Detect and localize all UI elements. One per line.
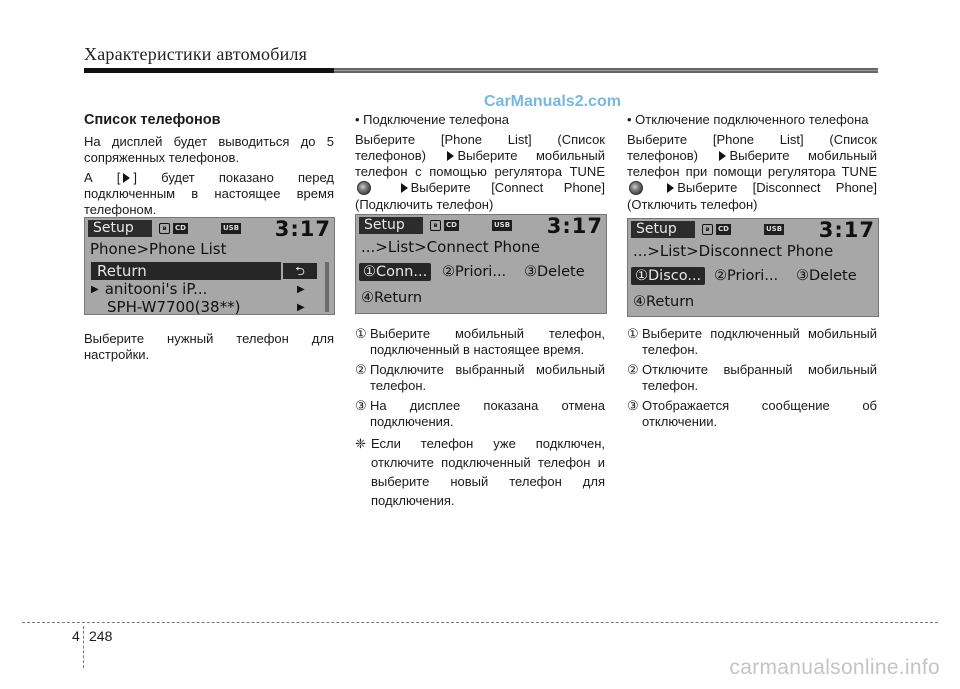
step-text: Выберите [Phone List] (Список телефонов)	[627, 132, 877, 163]
column-connect-phone-list	[355, 326, 605, 510]
tune-knob-icon	[357, 181, 371, 195]
screen-status-bar	[356, 215, 606, 237]
lcd-screen-disconnect-phone	[627, 218, 879, 317]
section-heading: Список телефонов	[84, 112, 221, 128]
item-number: ①	[627, 326, 639, 341]
paragraph-connect-steps	[355, 132, 605, 213]
priority-option[interactable]: ②Priori...	[714, 268, 779, 284]
note-mark-icon: ❈	[355, 436, 366, 451]
play-triangle-icon	[401, 183, 408, 193]
watermark-top[interactable]: CarManuals2.com	[484, 93, 621, 110]
screen-status-bar	[628, 219, 878, 241]
priority-option[interactable]: ②Priori...	[442, 264, 507, 280]
bluetooth-icon: ʙ	[159, 223, 170, 234]
page-header-title: Характеристики автомобиля	[84, 44, 308, 64]
screen-path: Phone>Phone List	[90, 240, 227, 258]
note-text: Если телефон уже подключен, отключите подключенный телефон и выберите новый телефон для подключения.	[371, 436, 605, 508]
step-text: Выберите [Disconnect Phone] (Отключить телефон)	[627, 180, 877, 212]
chevron-right-icon: ▶	[297, 284, 305, 295]
item-text: Выберите подключенный мобильный телефон.	[642, 326, 877, 357]
screen-path: ...>List>Connect Phone	[361, 238, 540, 256]
item-number: ②	[355, 362, 367, 377]
item-text: На дисплее показана отмена подключения.	[370, 398, 605, 429]
numbered-list	[355, 326, 605, 430]
item-text: Отображается сообщение об отключении.	[642, 398, 877, 429]
usb-badge: USB	[766, 225, 783, 233]
step-text: Выберите [Connect Phone] (Подключить телефон)	[355, 180, 605, 212]
item-text: Отключите выбранный мобильный телефон.	[642, 362, 877, 393]
cd-badge: CD	[718, 225, 729, 233]
item-number: ③	[627, 398, 639, 413]
column-phone-list	[84, 112, 334, 218]
delete-option[interactable]: ③Delete	[796, 268, 857, 284]
return-option[interactable]: ④Return	[361, 290, 423, 306]
header-rule	[84, 68, 878, 73]
section-title: • Отключение подключенного телефона	[627, 112, 869, 127]
text-part: ] будет показано перед подключенным в настоящее время телефоном.	[84, 170, 334, 217]
paragraph-select-phone: Выберите нужный телефон для настройки.	[84, 331, 334, 362]
section-title: • Подключение телефона	[355, 112, 509, 127]
chapter-number: 4	[72, 628, 80, 644]
clock: 3:17	[546, 214, 603, 238]
text-part: А [	[84, 170, 121, 185]
item-number: ③	[355, 398, 367, 413]
list-item	[627, 362, 877, 394]
clock: 3:17	[818, 218, 875, 242]
item-number: ①	[355, 326, 367, 341]
list-item-phone-2[interactable]: SPH-W7700(38**)	[107, 298, 241, 315]
tune-knob-icon	[629, 181, 643, 195]
paragraph-current-marker	[84, 170, 334, 218]
phone-name: anitooni's iP...	[104, 280, 208, 298]
item-text: Выберите мобильный телефон, подключенный в настоящее время.	[370, 326, 605, 357]
list-item	[355, 398, 605, 430]
lcd-screen-connect-phone	[355, 214, 607, 314]
footer-vertical-divider	[83, 626, 84, 668]
screen-status-bar	[85, 218, 334, 240]
watermark-bottom[interactable]: carmanualsonline.info	[729, 656, 940, 679]
play-triangle-icon	[719, 151, 726, 161]
column-connect-phone	[355, 112, 605, 213]
bluetooth-icon: ʙ	[702, 224, 713, 235]
cd-badge: CD	[446, 221, 457, 229]
play-triangle-icon	[667, 183, 674, 193]
lcd-screen-phone-list	[84, 217, 335, 315]
clock: 3:17	[274, 217, 331, 241]
column-disconnect-phone	[627, 112, 877, 213]
usb-badge: USB	[494, 221, 511, 229]
chevron-right-icon: ▶	[297, 302, 305, 313]
setup-tab: Setup	[359, 217, 423, 234]
scrollbar[interactable]	[325, 262, 329, 312]
list-item	[355, 326, 605, 358]
step-text: Выберите [Phone List] (Список телефонов)	[355, 132, 605, 163]
usb-badge: USB	[223, 224, 240, 232]
step-text: Выберите мобильный телефон с помощью регулятора TUNE	[355, 148, 605, 179]
disconnect-option[interactable]: ①Disco...	[631, 267, 705, 285]
paragraph-max-phones: На дисплей будет выводиться до 5 сопряженных телефонов.	[84, 134, 334, 165]
paragraph-disconnect-steps	[627, 132, 877, 213]
list-item	[627, 398, 877, 430]
return-option[interactable]: ④Return	[633, 294, 695, 310]
cd-badge: CD	[175, 224, 186, 232]
setup-tab: Setup	[631, 221, 695, 238]
play-triangle-icon: ▶	[91, 284, 99, 295]
column-disconnect-phone-list	[627, 326, 877, 434]
note	[355, 434, 605, 510]
screen-path: ...>List>Disconnect Phone	[633, 242, 834, 260]
back-icon[interactable]: ⮌	[283, 263, 317, 279]
bluetooth-icon: ʙ	[430, 220, 441, 231]
column-phone-list-footer	[84, 331, 334, 363]
play-triangle-icon	[447, 151, 454, 161]
numbered-list	[627, 326, 877, 430]
item-text: Подключите выбранный мобильный телефон.	[370, 362, 605, 393]
page-number: 248	[89, 628, 113, 644]
item-number: ②	[627, 362, 639, 377]
setup-tab: Setup	[88, 220, 152, 237]
list-item	[627, 326, 877, 358]
list-item-phone-1[interactable]	[91, 280, 207, 298]
delete-option[interactable]: ③Delete	[524, 264, 585, 280]
list-item	[355, 362, 605, 394]
list-item-return[interactable]: Return	[91, 262, 281, 280]
footer-divider	[22, 622, 938, 623]
step-text: Выберите мобильный телефон при помощи регулятора TUNE	[627, 148, 877, 179]
play-triangle-icon	[123, 173, 130, 183]
connect-option[interactable]: ①Conn...	[359, 263, 431, 281]
